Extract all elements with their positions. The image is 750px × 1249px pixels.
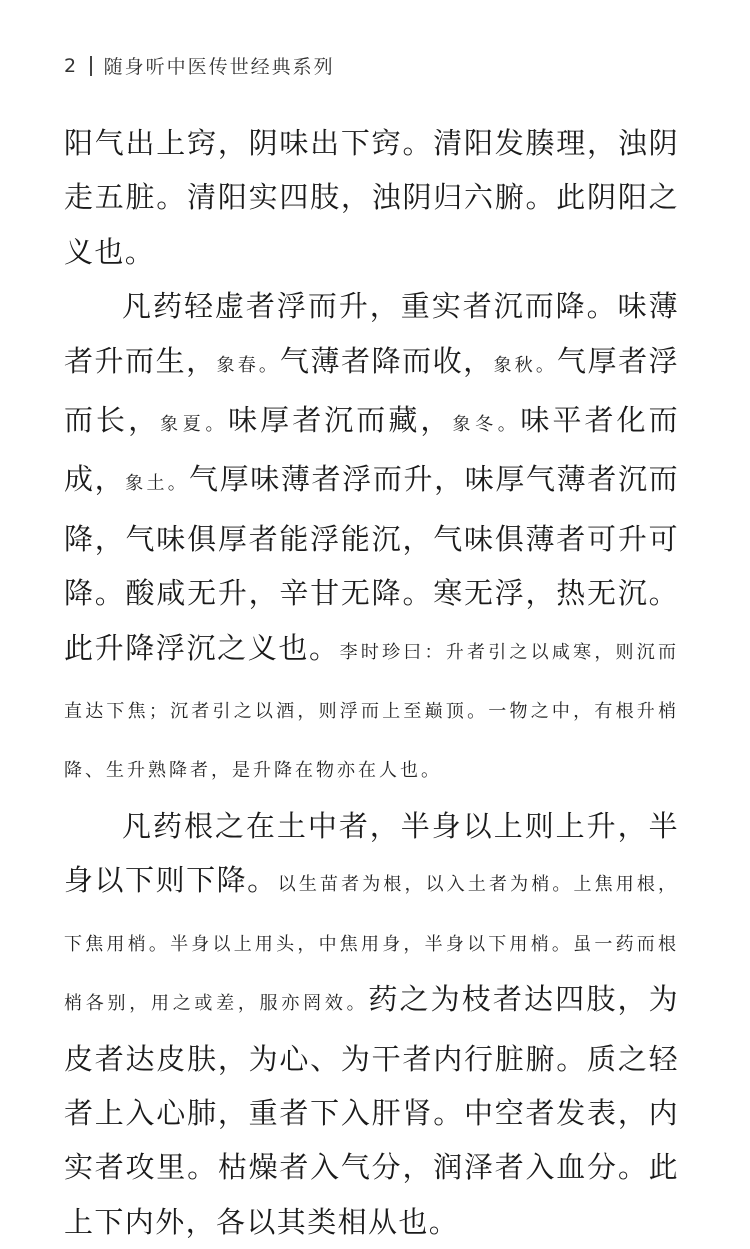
main-text: 气薄者降而收， [280, 343, 494, 378]
main-text: 药之为枝者达四肢，为皮者达皮肤，为心、为干者内行脏腑。质之轻者上入心肺，重者下入肝肾。中空者发表，内实者攻里。枯燥者入气分，润泽者入血分。此上下内外，各以其类相从也。 [64, 982, 679, 1239]
running-header [64, 52, 335, 79]
main-text: 凡药轻虚者浮而升，重实者沉而降。味薄者升而生， [64, 289, 679, 378]
main-text: 味厚者沉而藏， [228, 403, 453, 438]
main-text: 味平者化而成， [64, 403, 680, 497]
header-divider [90, 56, 92, 76]
annotation-note: 象冬。 [452, 414, 521, 436]
annotation-note: 象土。 [125, 473, 189, 495]
annotation-note: 以生苗者为根，以入土者为梢。上焦用根，下焦用梢。半身以上用头，中焦用身，半身以下用梢。虽一药而根梢各别，用之或差，服亦罔效。 [64, 874, 679, 1015]
paragraph-2 [64, 279, 679, 799]
series-title: 随身听中医传世经典系列 [103, 56, 335, 78]
main-text: 阳气出上窍，阴味出下窍。清阳发腠理，浊阴走五脏。清阳实四肢，浊阴归六腑。此阴阳之义也。 [64, 126, 679, 269]
annotation-note: 象秋。 [493, 354, 558, 376]
page-body [64, 116, 679, 1249]
annotation-note: 象夏。 [160, 414, 229, 436]
main-text: 气厚味薄者浮而升，味厚气薄者沉而降，气味俱厚者能浮能沉，气味俱薄者可升可降。酸咸无升，辛甘无降。寒无浮，热无沉。此升降浮沉之义也。 [64, 462, 679, 665]
annotation-note: 象春。 [216, 354, 280, 376]
annotation-note: 李时珍曰：升者引之以咸寒，则沉而直达下焦；沉者引之以酒，则浮而上至巅顶。一物之中，有根升梢降、生升熟降者，是升降在物亦在人也。 [64, 641, 679, 782]
paragraph-3 [64, 799, 679, 1249]
page-number: 2 [64, 54, 79, 77]
paragraph-1 [64, 116, 679, 279]
main-text: 凡药根之在土中者，半身以上则上升，半身以下则下降。 [64, 808, 679, 898]
main-text: 气厚者浮而长， [64, 343, 679, 438]
